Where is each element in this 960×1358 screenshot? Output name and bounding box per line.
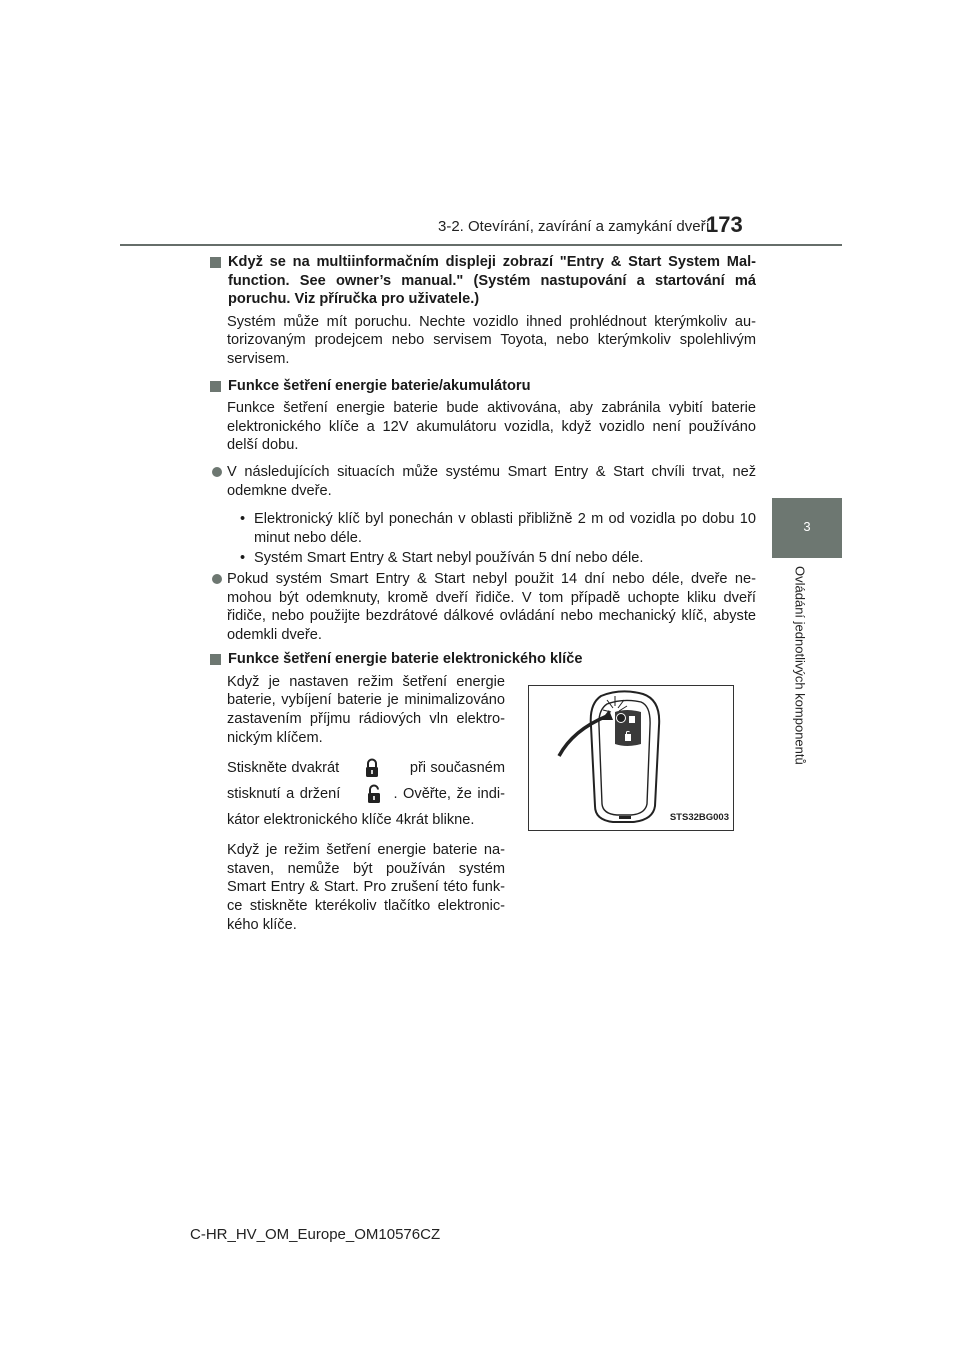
sub-bullet-mark: • — [240, 511, 246, 528]
heading-malfunction-text: Když se na multiinformačním displeji zobrazí "Entry & Start System Mal-function. See owner’s manual." (Systém nastupování a startování má poruchu. Viz příručka pro uživatele.) — [228, 254, 756, 308]
key-saving-text-column — [227, 673, 505, 942]
key-saving-block — [210, 673, 756, 933]
bullet-delay-text: V následujících situacích může systému Smart Entry & Start chvíli trvat, než odemkne dveře. — [227, 463, 756, 499]
heading-key-saving-text: Funkce šetření energie baterie elektronického klíče — [228, 651, 583, 668]
square-bullet-icon — [210, 257, 221, 268]
main-content — [210, 250, 756, 933]
heading-battery-saving-text: Funkce šetření energie baterie/akumulátoru — [228, 377, 531, 394]
sub-item — [210, 549, 756, 568]
electronic-key-illustration — [529, 686, 733, 830]
chapter-side-label — [780, 566, 820, 846]
key-saving-p3: Když je režim šetření energie baterie na-staven, nemůže být používán systém Smart Entry & Start. Pro zrušení této funk-ce stiskněte kterékoliv tlačítko elektronic-kého klíče. — [227, 842, 505, 933]
heading-battery-saving — [210, 377, 756, 396]
page-number: 173 — [706, 212, 743, 237]
chapter-side-label-text: Ovládání jednotlivých komponentů — [792, 566, 808, 765]
square-bullet-icon — [210, 654, 221, 665]
sub-item — [210, 510, 756, 547]
figure-code: STS32BG003 — [669, 812, 729, 824]
chapter-tab: 3 — [772, 498, 842, 558]
header-rule — [120, 244, 842, 246]
circle-bullet-icon — [212, 574, 222, 584]
heading-malfunction — [210, 253, 756, 309]
sub-item-text: Systém Smart Entry & Start nebyl používán 5 dní nebo déle. — [254, 550, 644, 567]
running-header: 3-2. Otevírání, zavírání a zamykání dveří — [438, 218, 710, 235]
heading-key-saving — [210, 650, 756, 669]
malfunction-text: Systém může mít poruchu. Nechte vozidlo ihned prohlédnout kterýmkoliv au-torizovaným prodejcem nebo servisem Toyota, nebo kterýmkoliv spolehlivým servisem. — [227, 313, 756, 367]
electronic-key-figure — [528, 685, 734, 831]
battery-saving-text: Funkce šetření energie baterie bude aktivována, aby zabránila vybití baterie elektronického klíče a 12V akumulátoru vozidla, když vozidlo není používáno delší dobu. — [227, 400, 756, 454]
sub-bullet-mark: • — [240, 550, 246, 567]
square-bullet-icon — [210, 381, 221, 392]
key-saving-p2: Stiskněte dvakrát při současném stisknutí a držení . Ověřte, že indi-kátor elektronického klíče 4krát blikne. — [227, 755, 505, 833]
footer-doc-id: C-HR_HV_OM_Europe_OM10576CZ — [190, 1226, 441, 1243]
unlock-icon — [366, 783, 382, 805]
sub-item-text: Elektronický klíč byl ponechán v oblasti přibližně 2 m od vozidla po dobu 10 minut nebo déle. — [254, 511, 756, 546]
key-saving-p1: Když je nastaven režim šetření energie baterie, vybíjení baterie je minimalizováno zastavením příjmu rádiových vln elektro-nickým klíčem. — [227, 673, 505, 746]
bullet-14-days-text: Pokud systém Smart Entry & Start nebyl použit 14 dní nebo déle, dveře ne-mohou být odemknuty, kromě dveří řidiče. V tom případě uchopte kliku dveří řidiče, nebo použijte bezdrátové dálkové ovládání nebo mechanický klíč, abyste odemkli dveře. — [227, 570, 756, 643]
bullet-14-days — [210, 570, 756, 644]
bullet-delay — [210, 463, 756, 500]
circle-bullet-icon — [212, 467, 222, 477]
lock-icon — [364, 757, 380, 779]
